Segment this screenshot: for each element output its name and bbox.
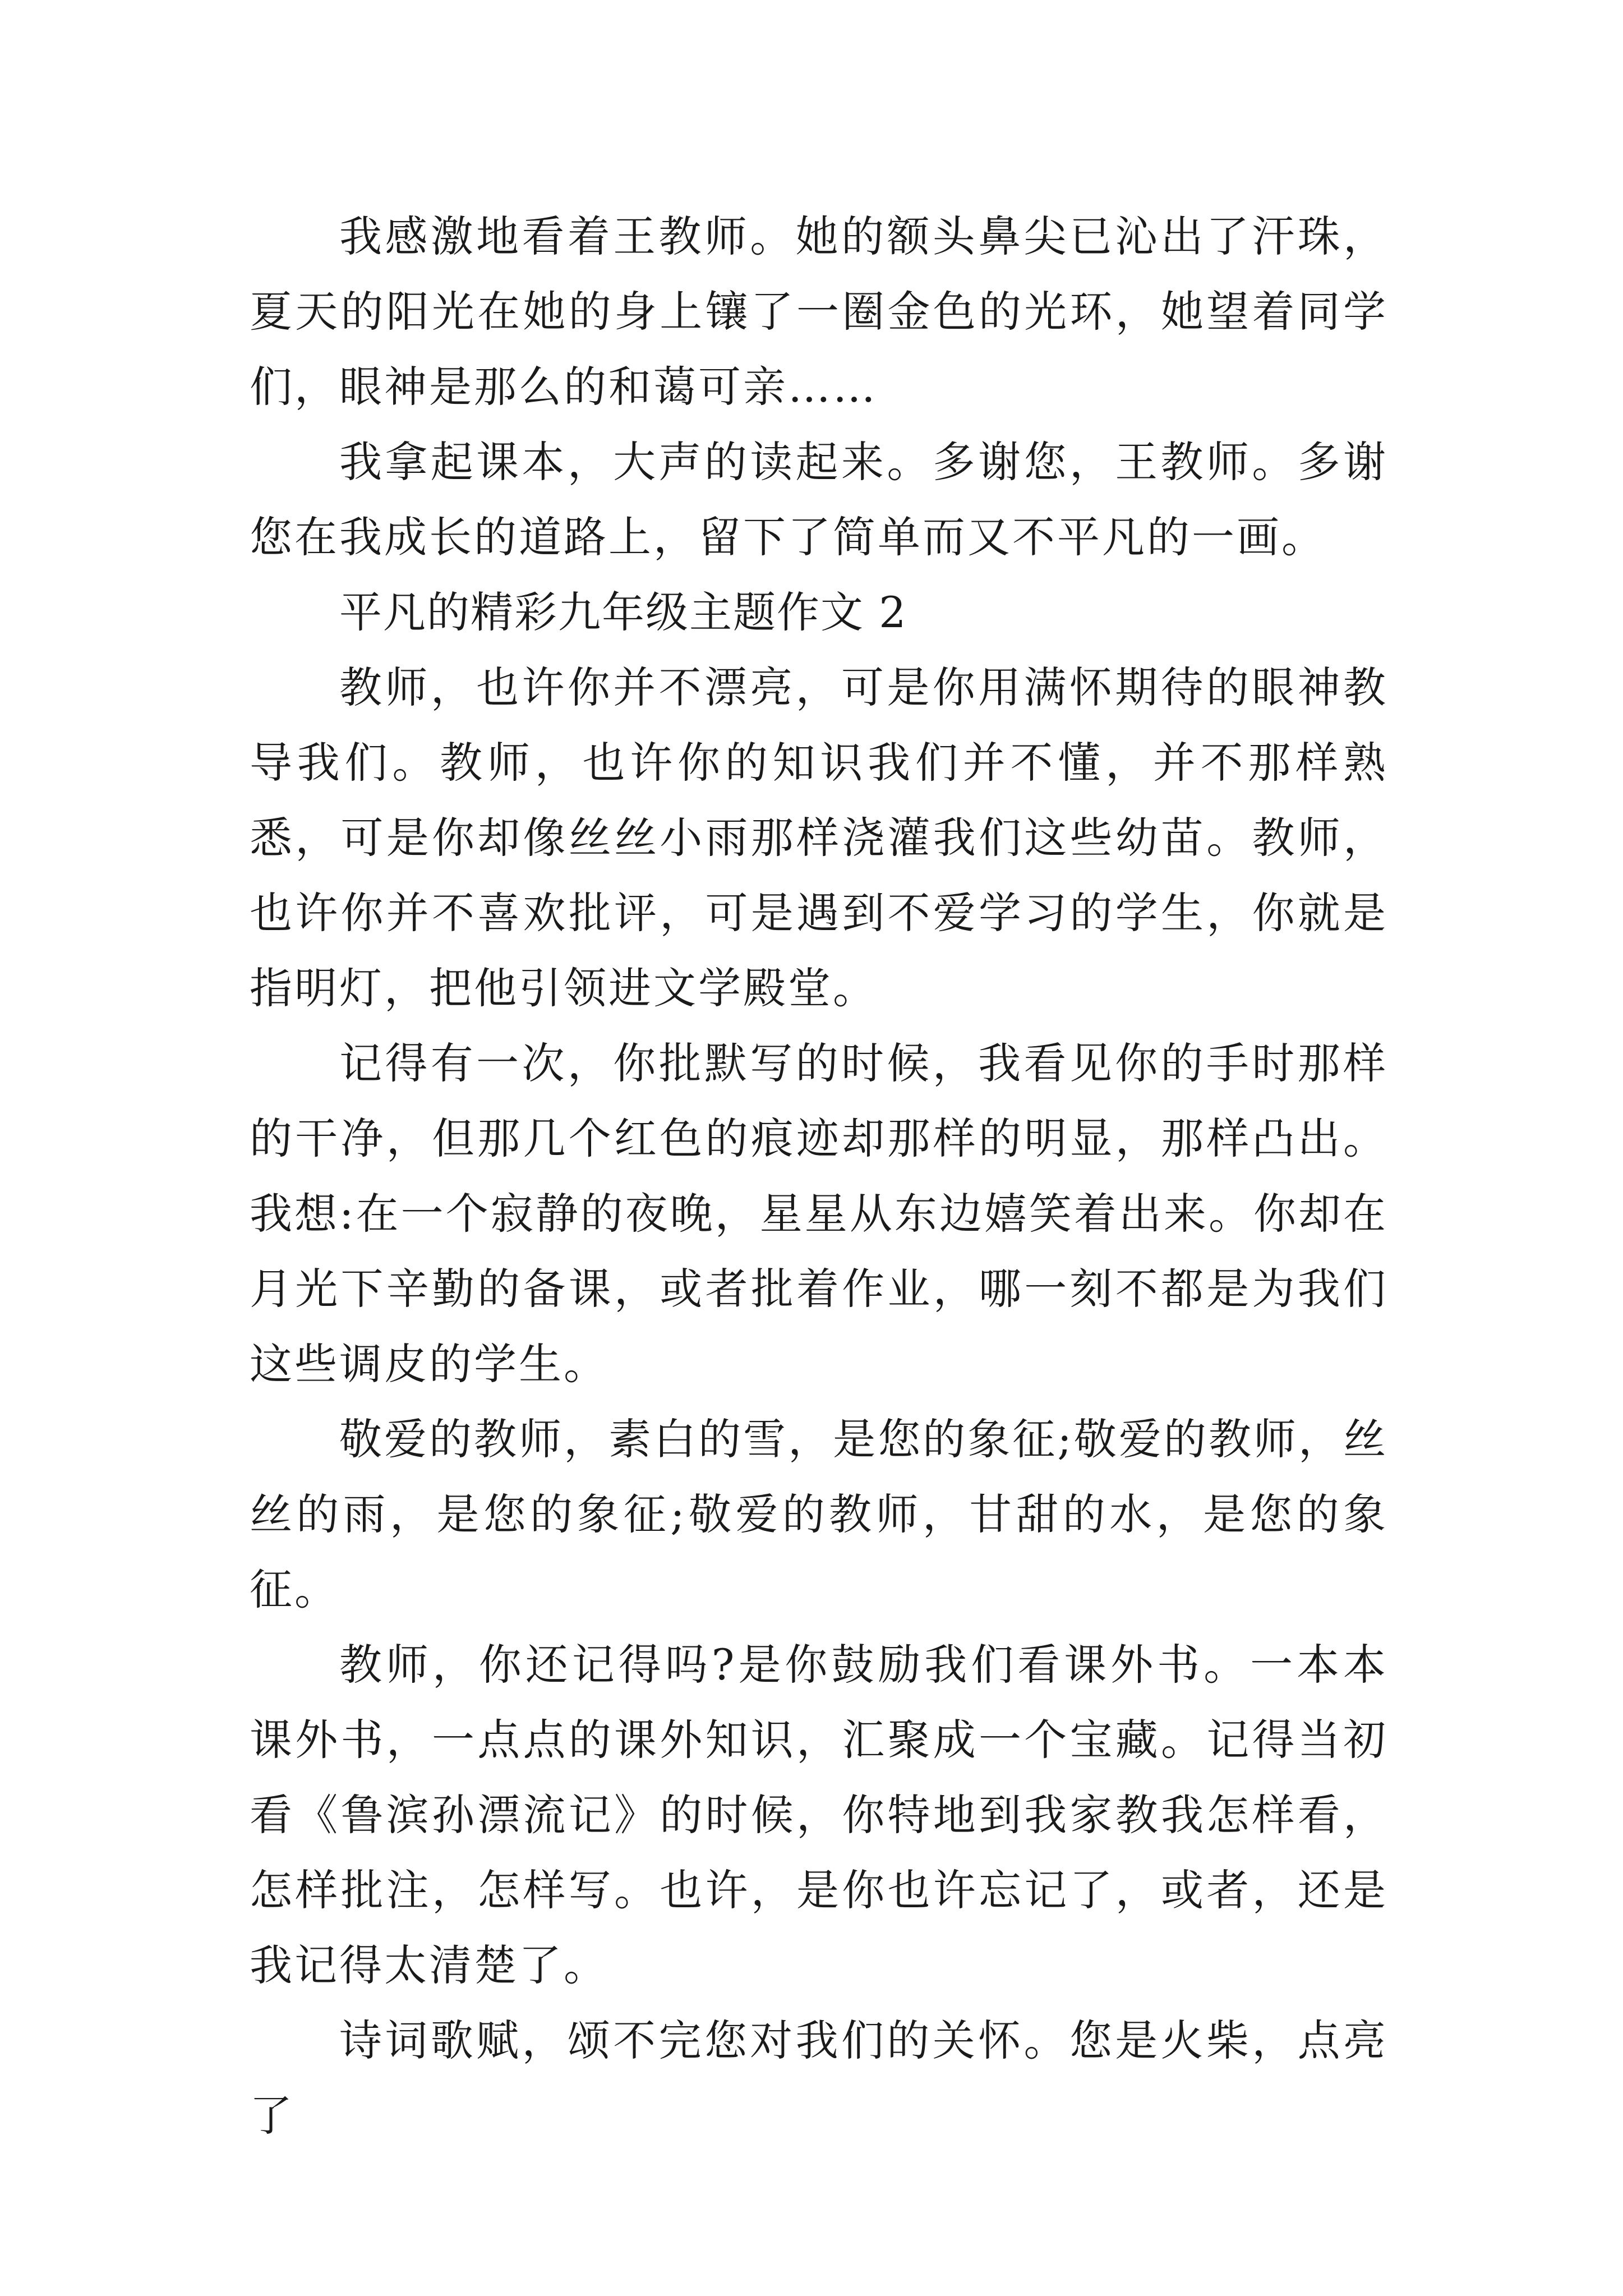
paragraph-4: 记得有一次，你批默写的时候，我看见你的手时那样的干净，但那几个红色的痕迹却那样的明显，那样凸出。我想:在一个寂静的夜晚，星星从东边嬉笑着出来。你却在月光下辛勤的备课，或者批着作业，哪一刻不都是为我们这些调皮的学生。 [250, 1038, 1388, 1389]
paragraph-2: 我拿起课本，大声的读起来。多谢您，王教师。多谢您在我成长的道路上，留下了简单而又不平凡的一画。 [250, 437, 1388, 562]
essay-title-2: 平凡的精彩九年级主题作文 2 [339, 587, 907, 637]
paragraph-3: 教师，也许你并不漂亮，可是你用满怀期待的眼神教导我们。教师，也许你的知识我们并不懂，并不那样熟悉，可是你却像丝丝小雨那样浇灌我们这些幼苗。教师，也许你并不喜欢批评，可是遇到不爱学习的学生，你就是指明灯，把他引领进文学殿堂。 [250, 662, 1388, 1013]
paragraph-1: 我感激地看着王教师。她的额头鼻尖已沁出了汗珠，夏天的阳光在她的身上镶了一圈金色的光环，她望着同学们，眼神是那么的和蔼可亲…… [250, 211, 1388, 412]
document-body [250, 199, 1388, 2154]
paragraph-5: 敬爱的教师，素白的雪，是您的象征;敬爱的教师，丝丝的雨，是您的象征;敬爱的教师，甘甜的水，是您的象征。 [250, 1414, 1388, 1614]
paragraph-7: 诗词歌赋，颂不完您对我们的关怀。您是火柴，点亮了 [250, 2016, 1388, 2141]
paragraph-6: 教师，你还记得吗?是你鼓励我们看课外书。一本本课外书，一点点的课外知识，汇聚成一个宝藏。记得当初看《鲁滨孙漂流记》的时候，你特地到我家教我怎样看，怎样批注，怎样写。也许，是你也许忘记了，或者，还是我记得太清楚了。 [250, 1640, 1388, 1990]
